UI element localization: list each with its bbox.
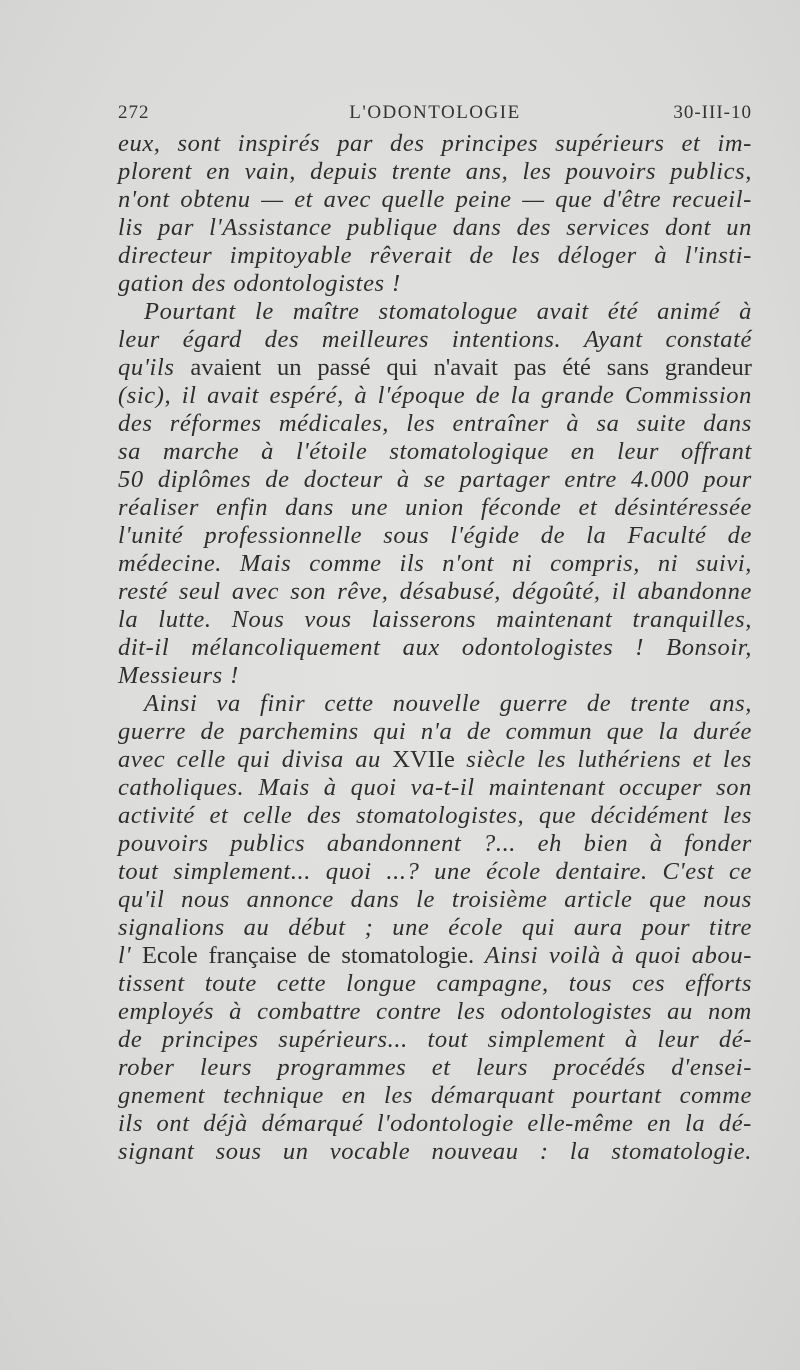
text-line: réaliser enfin dans une union féconde et désintéressée <box>118 494 752 521</box>
text-line: signalions au début ; une école qui aura pour titre <box>118 914 752 941</box>
text-line: catholiques. Mais à quoi va-t-il maintenant occuper son <box>118 774 752 801</box>
text-line: lis par l'Assistance publique dans des services dont un <box>118 214 752 241</box>
text-line: directeur impitoyable rêverait de les déloger à l'insti- <box>118 242 752 269</box>
page-number: 272 <box>118 102 150 123</box>
text-line: (sic), il avait espéré, à l'époque de la grande Commission <box>118 382 752 409</box>
text-line: dit-il mélancoliquement aux odontologistes ! Bonsoir, <box>118 634 752 661</box>
text-line: des réformes médicales, les entraîner à sa suite dans <box>118 410 752 437</box>
text-line: médecine. Mais comme ils n'ont ni compris, ni suivi, <box>118 550 752 577</box>
text-line: guerre de parchemins qui n'a de commun que la durée <box>118 718 752 745</box>
text-line: plorent en vain, depuis trente ans, les pouvoirs publics, <box>118 158 752 185</box>
body-text <box>118 130 752 1166</box>
text-line: qu'ils avaient un passé qui n'avait pas été sans grandeur <box>118 354 752 381</box>
text-line: tissent toute cette longue campagne, tous ces efforts <box>118 970 752 997</box>
text-line: la lutte. Nous vous laisserons maintenant tranquilles, <box>118 606 752 633</box>
text-line: 50 diplômes de docteur à se partager entre 4.000 pour <box>118 466 752 493</box>
running-header <box>118 102 752 130</box>
text-line: Pourtant le maître stomatologue avait été animé à <box>144 298 752 325</box>
text-line: eux, sont inspirés par des principes supérieurs et im- <box>118 130 752 157</box>
text-line: l'unité professionnelle sous l'égide de la Faculté de <box>118 522 752 549</box>
text-line: rober leurs programmes et leurs procédés d'ensei- <box>118 1054 752 1081</box>
text-line: Ainsi va finir cette nouvelle guerre de trente ans, <box>144 690 752 717</box>
text-line: n'ont obtenu — et avec quelle peine — que d'être recueil- <box>118 186 752 213</box>
issue-date: 30-III-10 <box>673 102 752 123</box>
text-line: l' Ecole française de stomatologie. Ainsi voilà à quoi abou- <box>118 942 752 969</box>
text-line: employés à combattre contre les odontologistes au nom <box>118 998 752 1025</box>
text-line: tout simplement... quoi ...? une école dentaire. C'est ce <box>118 858 752 885</box>
text-line: gation des odontologistes ! <box>118 270 401 297</box>
text-line: qu'il nous annonce dans le troisième article que nous <box>118 886 752 913</box>
text-line: Messieurs ! <box>118 662 239 689</box>
journal-title: L'ODONTOLOGIE <box>349 102 521 123</box>
text-line: activité et celle des stomatologistes, que décidément les <box>118 802 752 829</box>
text-line: ils ont déjà démarqué l'odontologie elle-même en la dé- <box>118 1110 752 1137</box>
text-line: de principes supérieurs... tout simplement à leur dé- <box>118 1026 752 1053</box>
text-line: gnement technique en les démarquant pourtant comme <box>118 1082 752 1109</box>
text-line: resté seul avec son rêve, désabusé, dégoûté, il abandonne <box>118 578 752 605</box>
text-line: signant sous un vocable nouveau : la stomatologie. <box>118 1138 752 1165</box>
text-line: pouvoirs publics abandonnent ?... eh bien à fonder <box>118 830 752 857</box>
text-line: sa marche à l'étoile stomatologique en leur offrant <box>118 438 752 465</box>
text-line: leur égard des meilleures intentions. Ayant constaté <box>118 326 752 353</box>
text-line: avec celle qui divisa au XVIIe siècle les luthériens et les <box>118 746 752 773</box>
